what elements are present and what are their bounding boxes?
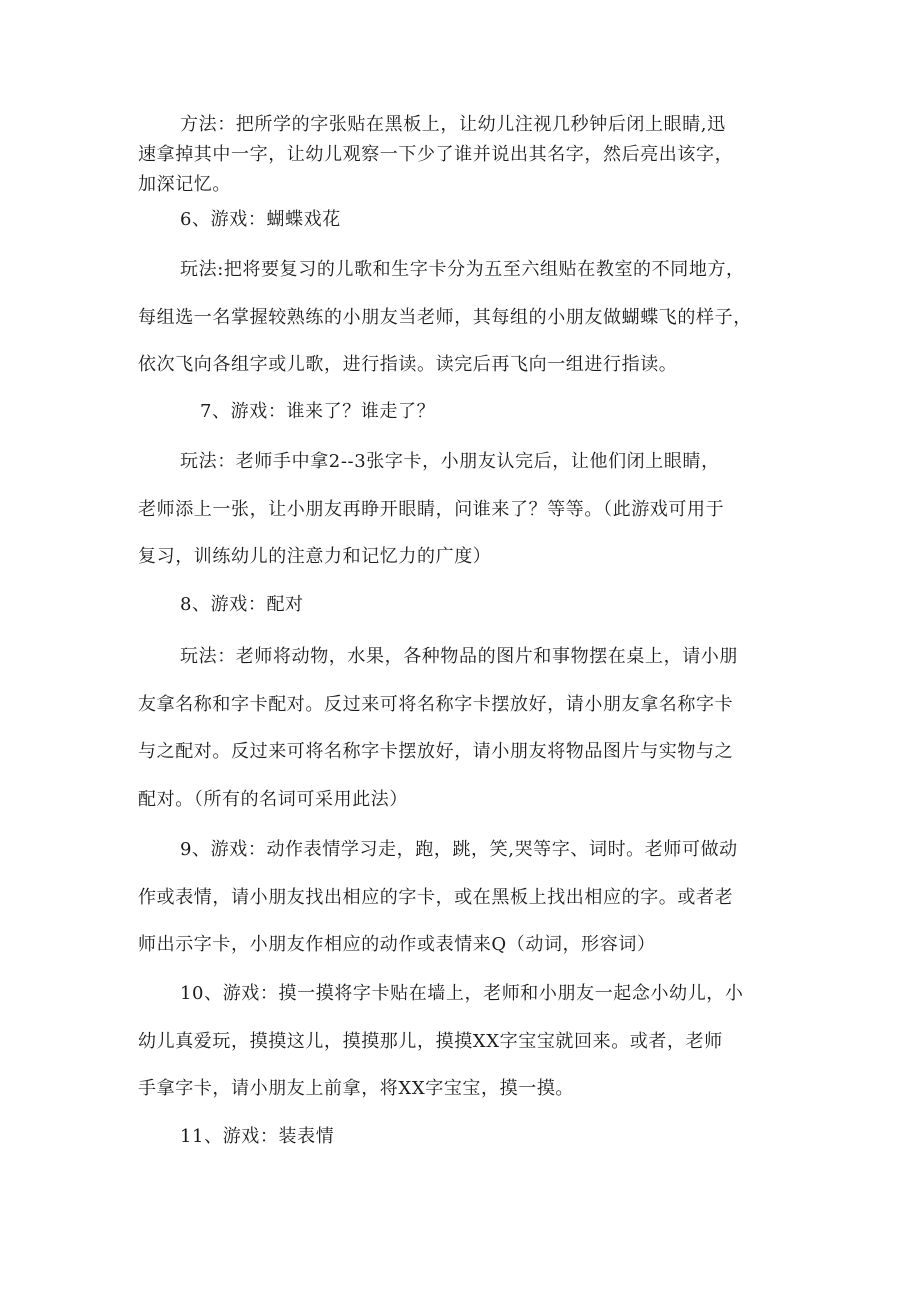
text-line: 方法：把所学的字张贴在黑板上，让幼儿注视几秒钟后闭上眼睛,迅 bbox=[180, 114, 726, 135]
text-line: 9、游戏：动作表情学习走，跑，跳，笑,哭等字、词时。老师可做动 bbox=[180, 839, 738, 860]
paragraph-method-memory bbox=[138, 110, 786, 200]
heading-text: 11、游戏：装表情 bbox=[180, 1126, 335, 1147]
text-line: 友拿名称和字卡配对。反过来可将名称字卡摆放好，请小朋友拿名称字卡 bbox=[138, 693, 734, 715]
paragraph-game-10 bbox=[138, 970, 786, 1113]
text-line: 配对。（所有的名词可采用此法） bbox=[138, 788, 408, 810]
text-line: 师出示字卡，小朋友作相应的动作或表情来Q（动词，形容词） bbox=[138, 934, 656, 955]
text-line: 与之配对。反过来可将名称字卡摆放好，请小朋友将物品图片与实物与之 bbox=[138, 741, 734, 762]
paragraph-game-9 bbox=[138, 826, 786, 969]
heading-text: 6、游戏：蝴蝶戏花 bbox=[180, 209, 341, 230]
paragraph-game-8-rules bbox=[138, 633, 786, 823]
text-line: 老师添上一张，让小朋友再睁开眼睛，问谁来了？等等。（此游戏可用于 bbox=[138, 498, 725, 520]
text-line: 幼儿真爱玩，摸摸这儿，摸摸那儿，摸摸XX字宝宝就回来。或者，老师 bbox=[138, 1030, 723, 1052]
text-line: 每组选一名掌握较熟练的小朋友当老师，其每组的小朋友做蝴蝶飞的样子， bbox=[138, 306, 752, 328]
heading-game-7 bbox=[138, 388, 786, 436]
heading-game-11 bbox=[138, 1113, 786, 1161]
heading-game-6 bbox=[138, 196, 786, 244]
text-line: 玩法:把将要复习的儿歌和生字卡分为五至六组贴在教室的不同地方， bbox=[180, 259, 745, 280]
text-line: 速拿掉其中一字，让幼儿观察一下少了谁并说出其名字，然后亮出该字， bbox=[138, 144, 734, 165]
heading-text: 7、游戏：谁来了？谁走了？ bbox=[200, 401, 436, 422]
text-line: 依次飞向各组字或儿歌，进行指读。读完后再飞向一组进行指读。 bbox=[138, 354, 678, 375]
text-line: 玩法：老师手中拿2--3张字卡，小朋友认完后，让他们闭上眼睛， bbox=[180, 451, 720, 472]
heading-game-8 bbox=[138, 581, 786, 629]
text-line: 10、游戏：摸一摸将字卡贴在墙上，老师和小朋友一起念小幼儿，小 bbox=[180, 983, 744, 1004]
text-line: 复习，训练幼儿的注意力和记忆力的广度） bbox=[138, 546, 492, 567]
text-line: 加深记忆。 bbox=[138, 174, 231, 195]
paragraph-game-7-rules bbox=[138, 438, 786, 581]
text-line: 玩法：老师将动物，水果，各种物品的图片和事物摆在桌上，请小朋 bbox=[180, 646, 738, 667]
heading-text: 8、游戏：配对 bbox=[180, 594, 304, 615]
paragraph-game-6-rules bbox=[138, 246, 786, 389]
text-line: 作或表情，请小朋友找出相应的字卡，或在黑板上找出相应的字。或者老 bbox=[138, 886, 734, 908]
text-line: 手拿字卡，请小朋友上前拿，将XX字宝宝，摸一摸。 bbox=[138, 1078, 575, 1099]
